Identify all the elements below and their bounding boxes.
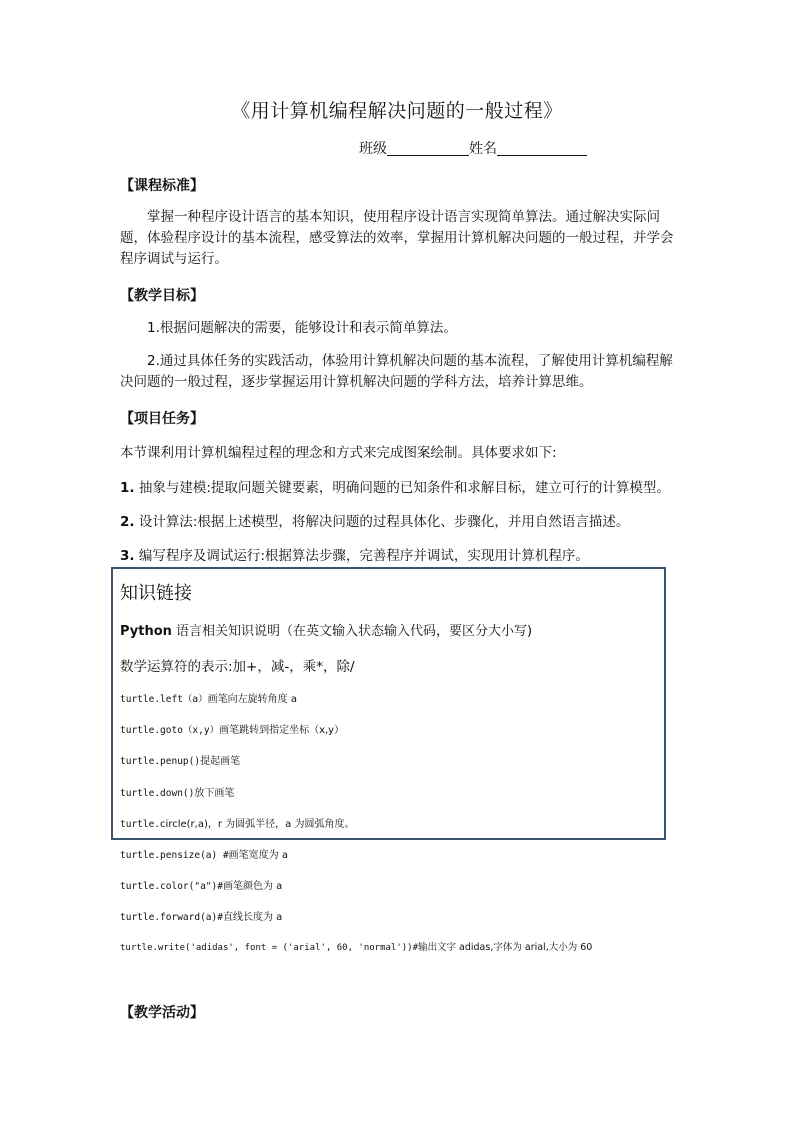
section-teaching-goals: 【教学目标】 [120,288,204,304]
page-title: 《用计算机编程解决问题的一般过程》 [231,100,563,122]
class-label: 班级 [359,141,387,157]
curriculum-text: 掌握一种程序设计语言的基本知识，使用程序设计语言实现简单算法。通过解决实际问题，体验程序设计的基本流程，感受算法的效率，掌握用计算机解决问题的一般过程，并学会程序调试与运行。 [120,209,674,267]
code-line: turtle.penup()提起画笔 [120,756,241,767]
section-teaching-activities: 【教学活动】 [120,1005,204,1021]
code-line: turtle.forward(a)#直线长度为 a [120,912,283,923]
name-blank [497,141,587,156]
code-line: turtle.circle(r,a)，r 为圆弧半径，a 为圆弧角度。 [120,819,355,830]
code-line: turtle.write('adidas', font = ('arial', 60, 'normal'))#输出文字 adidas,字体为 arial,大小为 60 [120,942,593,953]
name-label: 姓名 [469,141,497,157]
section-project-task: 【项目任务】 [120,411,204,427]
goal-item: 1.根据问题解决的需要，能够设计和表示简单算法。 [147,320,457,336]
goal-item: 2.通过具体任务的实践活动，体验用计算机解决问题的基本流程，了解使用计算机编程解决问题的一般过程，逐步掌握运用计算机解决问题的学科方法，培养计算思维。 [120,353,673,390]
knowledge-title: 知识链接 [120,583,192,604]
task-intro: 本节课利用计算机编程过程的理念和方式来完成图案绘制。具体要求如下: [120,445,557,461]
code-line: turtle.down()放下画笔 [120,788,235,799]
code-line: turtle.color("a")#画笔颜色为 a [120,881,283,892]
code-line: turtle.goto（x,y）画笔跳转到指定坐标（x,y） [120,725,345,736]
task-item: 2. 设计算法:根据上述模型，将解决问题的过程具体化、步骤化，并用自然语言描述。 [120,514,630,530]
class-blank [387,141,469,156]
task-item: 3. 编写程序及调试运行:根据算法步骤，完善程序并调试，实现用计算机程序。 [120,548,589,564]
code-line: turtle.left（a）画笔向左旋转角度 a [120,694,297,705]
class-name-line [359,138,587,158]
task-item: 1. 抽象与建模:提取问题关键要素，明确问题的已知条件和求解目标，建立可行的计算模型。 [120,480,670,496]
knowledge-operators: 数学运算符的表示:加+，减-，乘*，除/ [120,659,355,675]
knowledge-intro: Python 语言相关知识说明（在英文输入状态输入代码，要区分大小写) [120,624,533,639]
section-curriculum-standard: 【课程标准】 [120,178,204,194]
code-line: turtle.pensize(a) #画笔宽度为 a [120,850,288,861]
